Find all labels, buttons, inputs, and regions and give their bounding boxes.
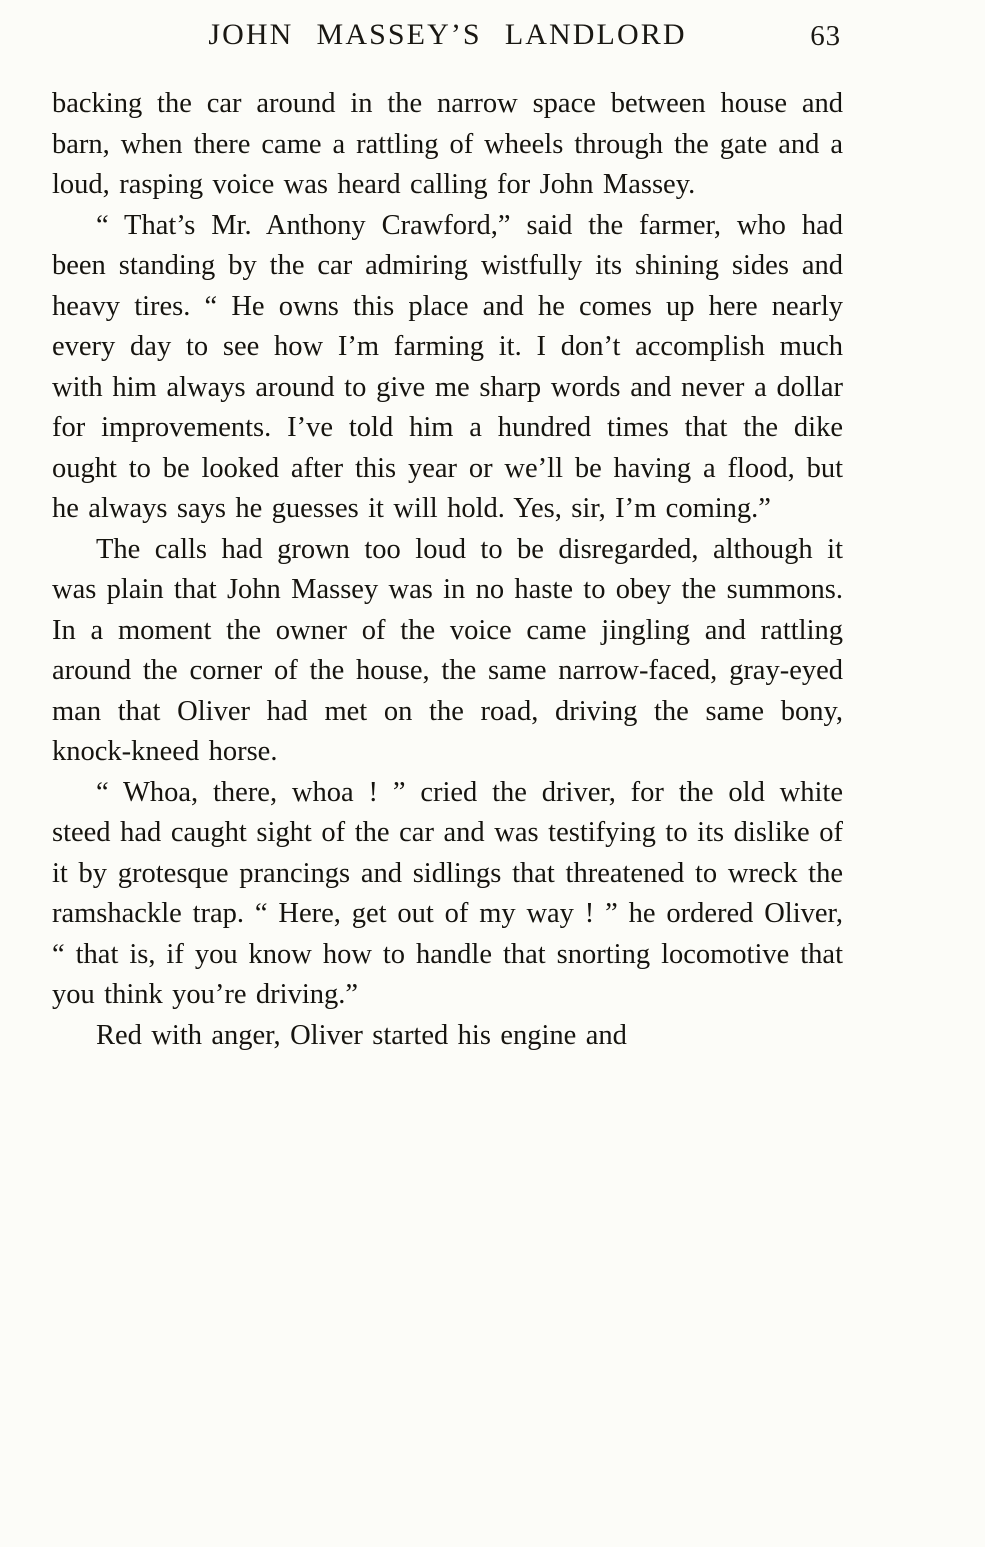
paragraph-5: Red with anger, Oliver started his engine and (96, 1019, 627, 1051)
page-number: 63 (810, 20, 841, 52)
paragraph-4: “ Whoa, there, whoa ! ” cried the driver, for the old white steed had caught sight of the car and was testifying to its dislike of it by grotesque prancings and sidlings that threatened to wreck the ramshackle trap. “ Here, get out of my way ! ” he ordered Oliver, “ that is, if you know how to handle that snorting locomotive that you think you’re driving.” (52, 776, 843, 1010)
running-title: JOHN MASSEY’S LANDLORD (208, 18, 687, 51)
paragraph-1: backing the car around in the narrow space between house and barn, when there came a rattling of wheels through the gate and a loud, rasping voice was heard calling for John Massey. (52, 88, 843, 200)
paragraph-2: “ That’s Mr. Anthony Crawford,” said the farmer, who had been standing by the car admiring wistfully its shining sides and heavy tires. “ He owns this place and he comes up here nearly every day to see how I’m farming it. I don’t accomplish much with him always around to give me sharp words and never a dollar for improvements. I’ve told him a hundred times that the dike ought to be looked after this year or we’ll be having a flood, but he always says he guesses it will hold. Yes, sir, I’m coming.” (52, 209, 843, 524)
page-header (52, 14, 843, 62)
body-text (52, 84, 843, 1056)
paragraph-3: The calls had grown too loud to be disregarded, although it was plain that John Massey was in no haste to obey the summons. In a moment the owner of the voice came jingling and rattling around the corner of the house, the same narrow-faced, gray-eyed man that Oliver had met on the road, driving the same bony, knock-kneed horse. (52, 533, 843, 767)
